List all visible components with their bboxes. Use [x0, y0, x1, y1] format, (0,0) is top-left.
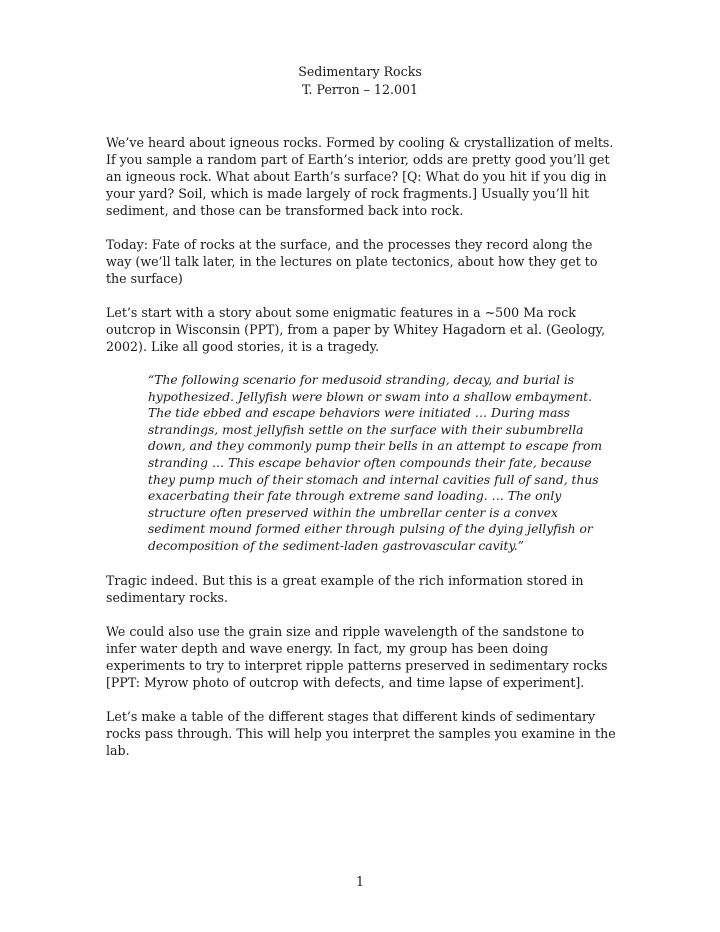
page-number: 1	[355, 874, 364, 889]
paragraph-table: Let’s make a table of the different stages that different kinds of sedimentary rocks pass through. This will help you interpret the samples you examine in the lab.	[106, 708, 616, 758]
paragraph-tragic: Tragic indeed. But this is a great example of the rich information stored in sedimentary rocks.	[106, 572, 584, 605]
paragraph-today: Today: Fate of rocks at the surface, and the processes they record along the way (we’ll talk later, in the lectures on plate tectonics, about how they get to the surface)	[106, 237, 598, 286]
document-body	[106, 134, 616, 776]
paragraph-story: Let’s start with a story about some enigmatic features in a ~500 Ma rock outcrop in Wisconsin (PPT), from a paper by Whitey Hagadorn et al. (Geology, 2002). Like all good stories, it is a tragedy.	[106, 305, 606, 354]
paragraph-ripples: We could also use the grain size and ripple wavelength of the sandstone to infer water depth and wave energy. In fact, my group has been doing experiments to try to interpret ripple patterns preserved in sedimentary rocks [PPT: Myrow photo of outcrop with defects, and time lapse of experiment].	[106, 623, 608, 690]
document-header	[0, 63, 720, 99]
jellyfish-quote: “The following scenario for medusoid stranding, decay, and burial is hypothesized. Jellyfish were blown or swam into a shallow embayment. The tide ebbed and escape behaviors were initiated … During mass strandings, most jellyfish settle on the surface with their subumbrella down, and they commonly pump their bells in an attempt to escape from stranding … This escape behavior often compounds their fate, because they pump much of their stomach and internal cavities full of sand, thus exacerbating their fate through extreme sand loading. … The only structure often preserved within the umbrellar center is a convex sediment mound formed either through pulsing of the dying jellyfish or decomposition of the sediment-laden gastrovascular cavity.”	[148, 373, 603, 553]
paragraph-igneous-intro: We’ve heard about igneous rocks. Formed by cooling & crystallization of melts. If you sample a random part of Earth’s interior, odds are pretty good you’ll get an igneous rock. What about Earth’s surface? [Q: What do you hit if you dig in your yard? Soil, which is made largely of rock fragments.] Usually you’ll hit sediment, and those can be transformed back into rock.	[106, 135, 614, 218]
author-line: T. Perron – 12.001	[301, 82, 419, 97]
document-title: Sedimentary Rocks	[298, 64, 422, 79]
